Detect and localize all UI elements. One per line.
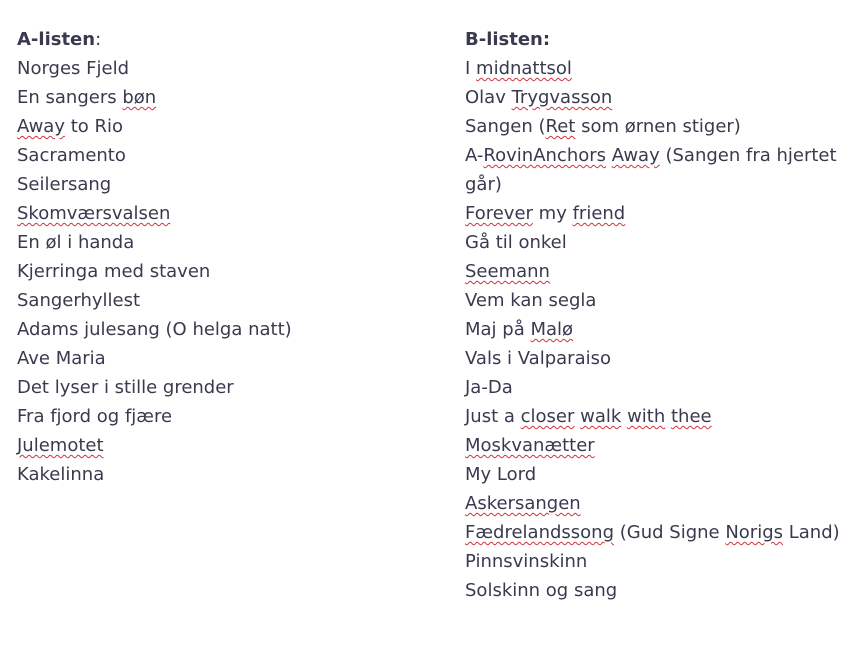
item-text: Ja-Da <box>465 377 513 398</box>
item-text: Kjerringa med staven <box>17 261 211 282</box>
spellcheck-flagged-word: bøn <box>122 87 157 108</box>
a-list-item <box>17 344 437 373</box>
a-list-heading <box>17 25 437 54</box>
item-text: (Gud Signe <box>614 522 726 543</box>
b-list-item <box>465 344 843 373</box>
item-text: My Lord <box>465 464 537 485</box>
b-list-column <box>465 25 843 605</box>
item-text: Olav <box>465 87 512 108</box>
a-list-column <box>17 25 437 489</box>
a-list-item <box>17 141 437 170</box>
item-text: my <box>532 203 573 224</box>
spellcheck-flagged-word: friend <box>572 203 626 224</box>
item-text: Pinnsvinskinn <box>465 551 588 572</box>
a-list-item <box>17 257 437 286</box>
a-list-item <box>17 228 437 257</box>
a-list-item <box>17 431 437 460</box>
spellcheck-flagged-word: Away <box>17 116 65 137</box>
item-text: Sangen ( <box>465 116 546 137</box>
spellcheck-flagged-word: Forever <box>465 203 533 224</box>
item-text: Land) <box>783 522 840 543</box>
item-text: Just a <box>465 406 521 427</box>
spellcheck-flagged-word: Trygvasson <box>511 87 613 108</box>
item-text: Vals i Valparaiso <box>465 348 611 369</box>
b-list-item <box>465 460 843 489</box>
spellcheck-flagged-word: walk <box>580 406 622 427</box>
spellcheck-flagged-word: Moskvanætter <box>465 435 595 456</box>
spellcheck-flagged-word: with <box>627 406 666 427</box>
b-list-heading: B-listen: <box>465 29 551 50</box>
b-list-item <box>465 228 843 257</box>
item-text: Ave Maria <box>17 348 106 369</box>
a-list-item <box>17 199 437 228</box>
spellcheck-flagged-word: Seemann <box>465 261 550 282</box>
b-list-item <box>465 402 843 431</box>
spellcheck-flagged-word: Fædrelandssong <box>465 522 615 543</box>
spellcheck-flagged-word: thee <box>671 406 712 427</box>
item-text: Vem kan segla <box>465 290 597 311</box>
item-text: Sacramento <box>17 145 126 166</box>
item-text: Norges Fjeld <box>17 58 130 79</box>
item-text: Det lyser i stille grender <box>17 377 234 398</box>
b-list-item <box>465 257 843 286</box>
a-list-heading-text: A-listen <box>17 29 96 50</box>
a-list-item <box>17 112 437 141</box>
b-list-item <box>465 112 843 141</box>
a-list-item <box>17 373 437 402</box>
b-list-item <box>465 489 843 518</box>
a-list-items <box>17 54 437 489</box>
b-list-item <box>465 83 843 112</box>
item-text: En sangers <box>17 87 123 108</box>
b-list-items <box>465 54 843 605</box>
a-list-item <box>17 83 437 112</box>
item-text: Seilersang <box>17 174 112 195</box>
spellcheck-flagged-word: Norigs <box>725 522 784 543</box>
a-list-heading-colon: : <box>95 29 102 50</box>
spellcheck-flagged-word: Skomværsvalsen <box>17 203 171 224</box>
a-list-item <box>17 54 437 83</box>
b-list-item <box>465 373 843 402</box>
b-list-item <box>465 141 843 199</box>
b-list-item <box>465 576 843 605</box>
spellcheck-flagged-word: Askersangen <box>465 493 581 514</box>
item-text: A- <box>465 145 484 166</box>
b-list-item <box>465 431 843 460</box>
a-list-item <box>17 460 437 489</box>
item-text: Maj på <box>465 319 531 340</box>
spellcheck-flagged-word: closer <box>520 406 575 427</box>
a-list-item <box>17 402 437 431</box>
spellcheck-flagged-word: midnattsol <box>476 58 572 79</box>
b-list-item <box>465 54 843 83</box>
b-list-item <box>465 199 843 228</box>
item-text: En øl i handa <box>17 232 135 253</box>
item-text: Adams julesang (O helga natt) <box>17 319 292 340</box>
b-list-item <box>465 286 843 315</box>
item-text: Sangerhyllest <box>17 290 141 311</box>
spellcheck-flagged-word: Away <box>611 145 660 166</box>
b-list-item <box>465 518 843 547</box>
item-text: to Rio <box>65 116 124 137</box>
item-text: Solskinn og sang <box>465 580 618 601</box>
item-text: (Sangen fra hjertet går) <box>465 145 837 195</box>
item-text: som ørnen stiger) <box>575 116 741 137</box>
item-text: I <box>465 58 477 79</box>
item-text: Gå til onkel <box>465 232 567 253</box>
a-list-item <box>17 286 437 315</box>
a-list-item <box>17 315 437 344</box>
b-list-item <box>465 547 843 576</box>
a-list-item <box>17 170 437 199</box>
spellcheck-flagged-word: Malø <box>530 319 574 340</box>
spellcheck-flagged-word: Ret <box>545 116 576 137</box>
spellcheck-flagged-word: Julemotet <box>17 435 104 456</box>
item-text: Fra fjord og fjære <box>17 406 173 427</box>
spellcheck-flagged-word: RovinAnchors <box>483 145 607 166</box>
item-text: Kakelinna <box>17 464 105 485</box>
b-list-item <box>465 315 843 344</box>
